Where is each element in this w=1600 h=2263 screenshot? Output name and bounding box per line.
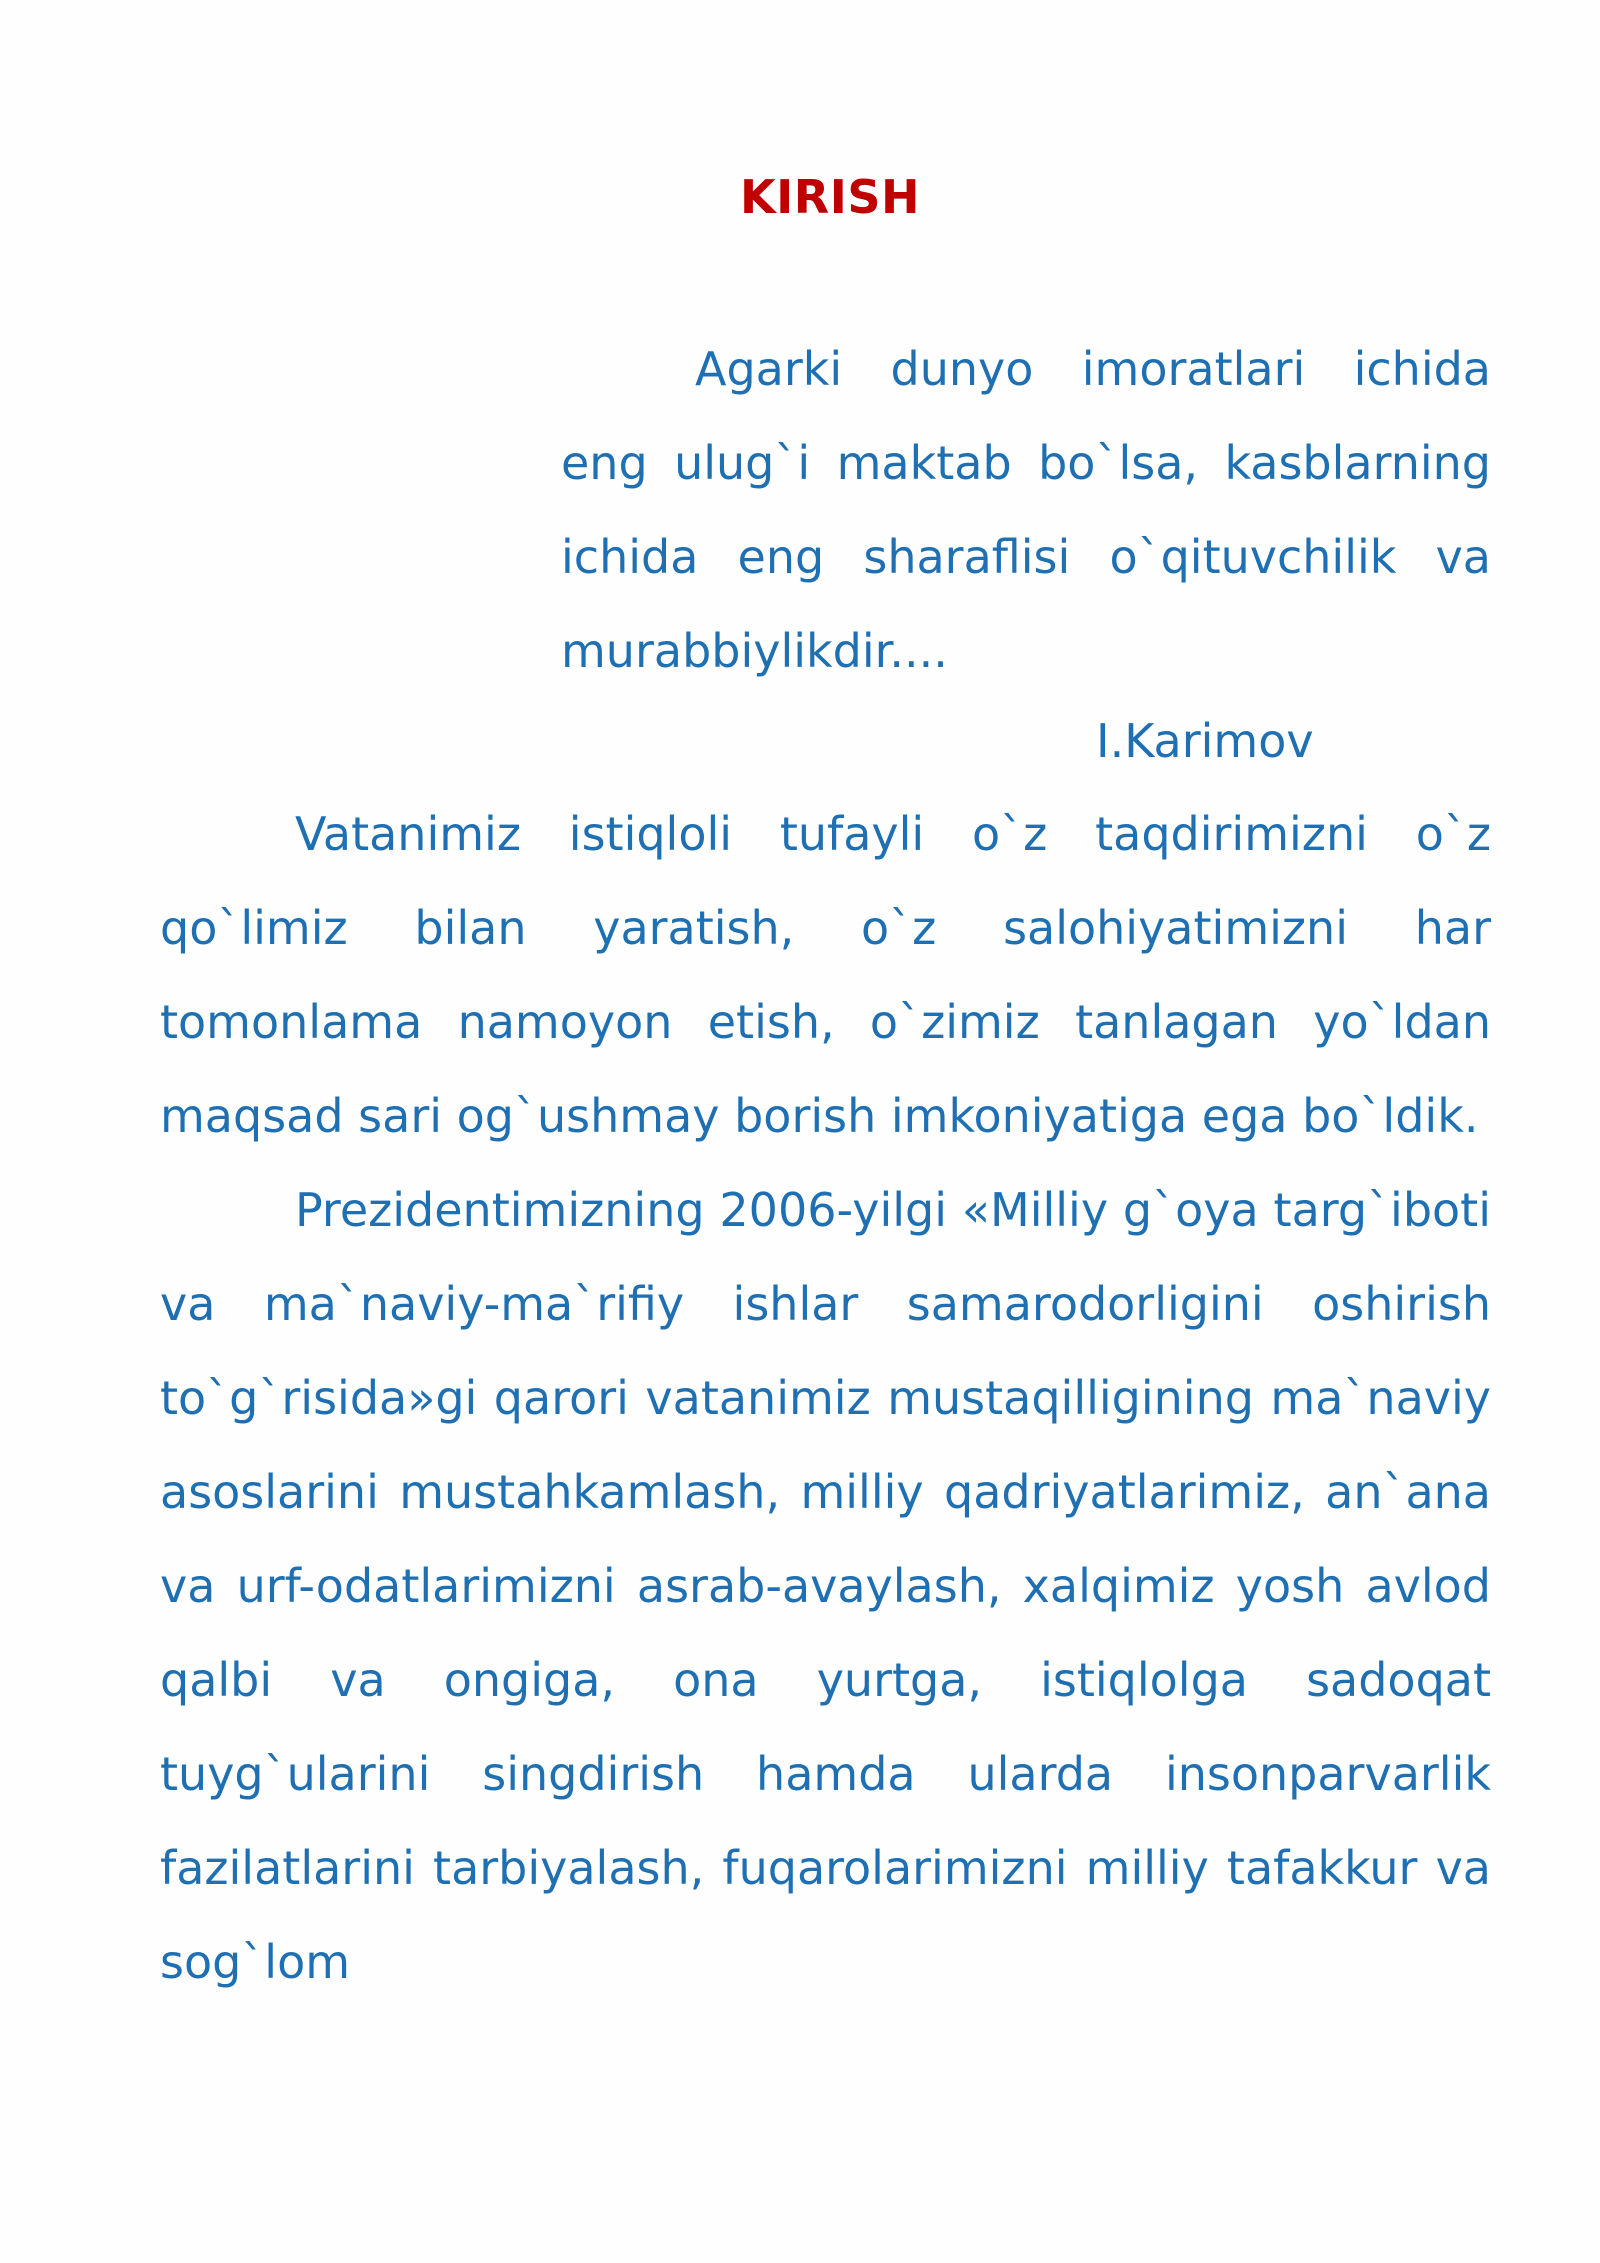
paragraph-1: Vatanimiz istiqloli tufayli o`z taqdirimizni o`z qo`limiz bilan yaratish, o`z salohiyatimizni har tomonlama namoyon etish, o`zimiz tanlagan yo`ldan maqsad sari og`ushmay borish imkoniyatiga ega bo`ldik. [160, 807, 1491, 1143]
epigraph [561, 322, 1491, 698]
body-text [160, 787, 1491, 2009]
epigraph-quote: Agarki dunyo imoratlari ichida eng ulug`i maktab bo`lsa, kasblarning ichida eng sharaflisi o`qituvchilik va murabbiylikdir.... [561, 342, 1491, 678]
paragraph-2: Prezidentimizning 2006-yilgi «Milliy g`oya targ`iboti va ma`naviy-ma`rifiy ishlar samarodorligini oshirish to`g`risida»gi qarori vatanimiz mustaqilligining ma`naviy asoslarini mustahkamlash, milliy qadriyatlarimiz, an`ana va urf-odatlarimizni asrab-avaylash, xalqimiz yosh avlod qalbi va ongiga, ona yurtga, istiqlolga sadoqat tuyg`ularini singdirish hamda ularda insonparvarlik fazilatlarini tarbiyalash, fuqarolarimizni milliy tafakkur va sog`lom [160, 1183, 1491, 1989]
page-title: KIRISH [740, 170, 920, 224]
epigraph-author: I.Karimov [1096, 714, 1314, 768]
